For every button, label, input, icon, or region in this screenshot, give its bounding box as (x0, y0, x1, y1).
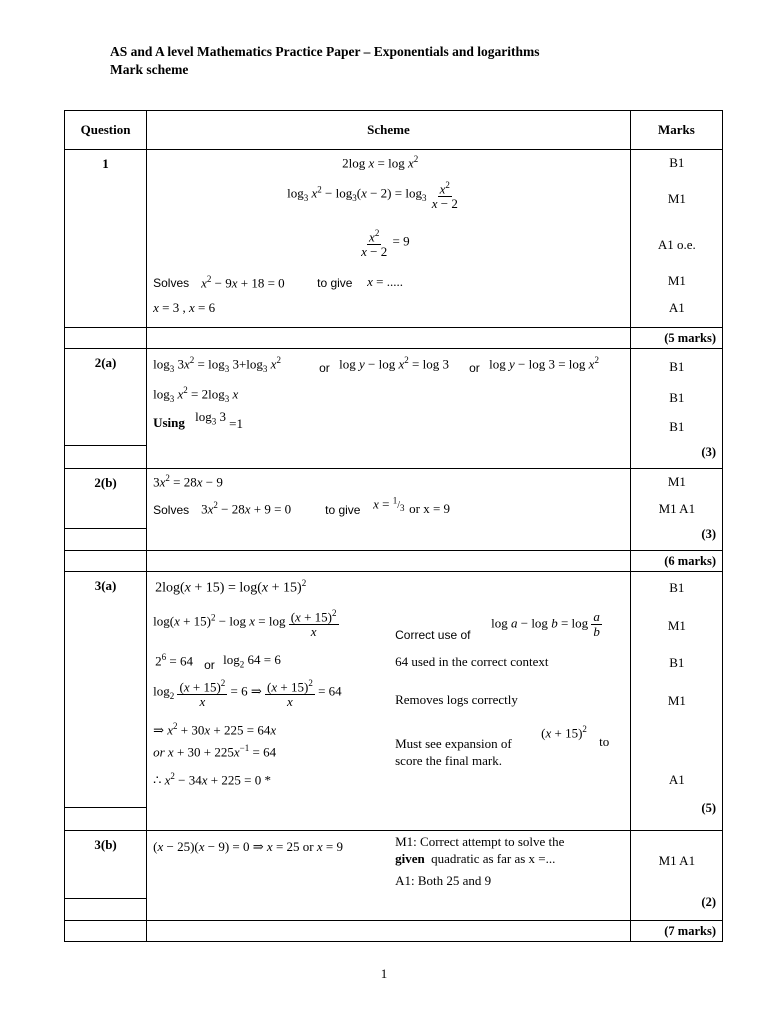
q2b-marks (630, 469, 722, 551)
q1-line1: 2log $x = \log x^2$ (342, 154, 419, 171)
q3b-line1: (x − 25)(x − 9) = 0 ⇒ x = 25 or x = 9 (153, 839, 343, 854)
q1-total: (5 marks) (664, 331, 716, 345)
q3a-mark-3: B1 (669, 655, 685, 670)
q3a-subtotal: (5) (701, 801, 716, 815)
q2a-mark-1: B1 (669, 359, 685, 374)
q3-total: (7 marks) (664, 924, 716, 938)
q1-line3: $\frac{x^2}{x - 2}$ = 9 (361, 228, 410, 260)
q3a-final-mark: score the final mark. (395, 753, 502, 768)
q2a-mark-3: B1 (669, 419, 685, 434)
table-header-row (65, 111, 723, 150)
q3b-note-given: given (395, 851, 425, 866)
q3b-scheme (147, 831, 631, 921)
q2a-line1: $\log_3 3x^2 = \log_3 3+\log_3$ $x^2$ (153, 355, 281, 374)
q3a-mark-1: B1 (669, 580, 685, 595)
q3b-subtotal: (2) (701, 895, 716, 909)
q2a-using: Using (153, 415, 185, 430)
q3b-mark-1: M1 A1 (658, 853, 696, 868)
q2a-log3-3: $\log_3 3$ (195, 409, 226, 427)
q2a-scheme (147, 349, 631, 469)
q1-marks (630, 150, 722, 328)
q2a-marks (630, 349, 722, 469)
q3b-number: 3(b) (65, 831, 147, 899)
q3b-note3: A1: Both 25 and 9 (395, 873, 492, 888)
q2b-subtotal: (3) (701, 527, 716, 541)
q3a-must-see: Must see expansion of (395, 736, 512, 751)
q1-row (65, 150, 723, 328)
q2a-row (65, 349, 723, 446)
q3b-note1: M1: Correct attempt to solve the (395, 834, 565, 849)
q1-mark-2: M1 (667, 191, 686, 206)
q3a-correct-use: Correct use of (395, 628, 471, 642)
q2b-scheme (147, 469, 631, 551)
q1-to-give-label: to give (317, 276, 353, 290)
q2a-or-2: or (469, 361, 480, 375)
q2b-row (65, 469, 723, 529)
q3b-row (65, 831, 723, 899)
document-title: AS and A level Mathematics Practice Paper – Exponentials and logarithms (110, 44, 540, 59)
q2b-number: 2(b) (65, 469, 147, 529)
q1-solves-label: Solves (153, 276, 190, 290)
q2a-or-1: or (319, 361, 330, 375)
header-question: Question (65, 111, 147, 150)
q2b-x-third: $x = ^1/_3$ (373, 496, 405, 514)
q3a-scheme (147, 572, 631, 831)
q3a-mark-5: A1 (668, 772, 685, 787)
q3a-log-rule: log a − log b = log $\frac{a}{b}$ (491, 609, 600, 639)
q3b-marks (630, 831, 722, 921)
q2b-solves-label: Solves (153, 503, 190, 517)
q2a-line1b: $\log y - \log x^2 = \log 3$ (339, 355, 449, 372)
q3a-to: to (599, 734, 610, 749)
q3a-line3: $2^6 = 64$ (155, 652, 193, 669)
q3a-line5: ⇒ $x^2 + 30x + 225 = 64x$ (153, 721, 277, 738)
q1-total-row (65, 328, 723, 349)
q3a-removes: Removes logs correctly (395, 692, 518, 707)
q2b-quadratic: $3x^2 - 28x + 9 = 0$ (201, 500, 292, 517)
q2a-line1c: $\log y - \log 3 = \log x^2$ (489, 355, 599, 372)
q2b-line1: $3x^2 = 28x - 9$ (153, 473, 223, 490)
q2b-x-nine: or x = 9 (409, 501, 451, 516)
q2a-number: 2(a) (65, 349, 147, 446)
q1-answers: x = 3 , x = 6 (153, 300, 216, 315)
q2b-to-give-label: to give (325, 503, 361, 517)
q3a-or: or (204, 658, 215, 672)
q2a-eq1: =1 (229, 416, 243, 431)
q3a-line4: $\log_2$ $\frac{(x + 15)^2}{x}$ = 6 ⇒ $\frac{(x + 15)^2}{x}$ = 64 (153, 678, 342, 710)
q3a-expansion: $(x + 15)^2$ (541, 724, 587, 741)
q3a-context: 64 used in the correct context (395, 654, 549, 669)
q2-total: (6 marks) (664, 554, 716, 568)
header-scheme: Scheme (147, 111, 631, 150)
q2a-mark-2: B1 (669, 390, 685, 405)
q2-total-row (65, 551, 723, 572)
q3-total-row (65, 921, 723, 942)
q1-quadratic: $x^2 - 9x + 18 = 0$ (201, 274, 285, 291)
header-marks: Marks (630, 111, 722, 150)
q3a-row (65, 572, 723, 808)
q3a-line6: or $x + 30 + 225x^{-1} = 64$ (153, 743, 277, 760)
q3a-line7: ∴ $x^2 - 34x + 225 = 0$ * (153, 771, 271, 788)
q3a-marks (630, 572, 722, 831)
q2a-line2: $\log_3 x^2 = 2\log_3$ x (153, 385, 239, 404)
mark-scheme-table (64, 110, 723, 942)
q1-mark-5: A1 (668, 300, 685, 315)
q3a-line1: $2\log(x + 15) = \log(x + 15)^2$ (155, 578, 307, 596)
q1-number: 1 (65, 150, 147, 328)
q1-scheme (147, 150, 631, 328)
document-subtitle: Mark scheme (110, 62, 189, 77)
q3a-mark-4: M1 (667, 693, 686, 708)
q1-x-dots: x = ..... (367, 274, 403, 289)
q1-mark-4: M1 (667, 273, 686, 288)
q3b-note2: quadratic as far as x =... (431, 851, 556, 866)
q2b-mark-2: M1 A1 (658, 501, 696, 516)
document-header (110, 43, 539, 79)
q1-mark-3: A1 o.e. (657, 237, 696, 252)
q3a-line3b: $\log_2 64 = 6$ (223, 652, 281, 670)
q3a-line2: $\log(x + 15)^2 - \log x = \log$ $\frac{(x + 15)^2}{x}$ (153, 608, 337, 640)
q2b-mark-1: M1 (667, 474, 686, 489)
q3a-mark-2: M1 (667, 618, 686, 633)
q1-line2: $\log_3 x^2 - \log_3(x - 2) = \log_3$ $\frac{x^2}{x - 2}$ (287, 180, 458, 212)
page-number: 1 (380, 966, 388, 981)
q1-mark-1: B1 (669, 155, 685, 170)
q3a-number: 3(a) (65, 572, 147, 808)
q2a-subtotal: (3) (701, 445, 716, 459)
